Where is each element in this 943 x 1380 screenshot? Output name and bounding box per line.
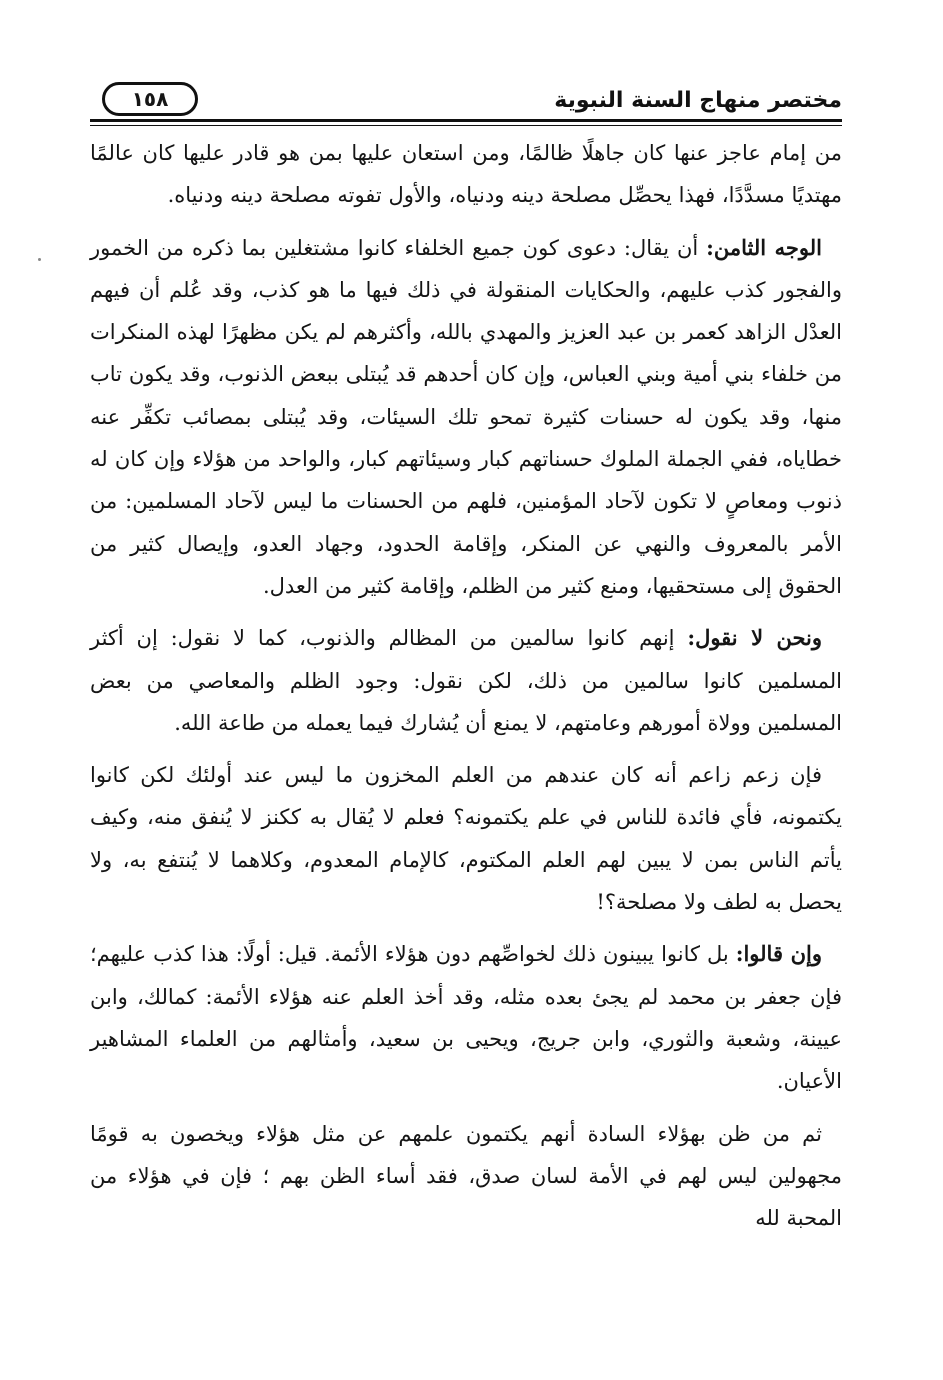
paragraph — [90, 1113, 842, 1240]
book-title: مختصر منهاج السنة النبوية — [554, 88, 842, 113]
page-header — [60, 82, 842, 120]
margin-dot — [38, 258, 41, 261]
paragraph — [90, 617, 842, 744]
paragraph — [90, 754, 842, 923]
paragraph-text: بل كانوا يبينون ذلك لخواصِّهم دون هؤلاء الأئمة. قيل: أولًا: هذا كذب عليهم؛ فإن جعفر بن محمد لم يجئ بعده مثله، وقد أخذ العلم عنه هؤلاء الأئمة: كمالك، وابن عيينة، وشعبة والثوري، وابن جريج، ويحيى بن سعيد، وأمثالهم من العلماء المشاهير الأعيان. — [90, 942, 842, 1094]
paragraph-lead: ونحن لا نقول: — [687, 625, 823, 651]
paragraph-text: من إمام عاجز عنها كان جاهلًا ظالمًا، ومن استعان عليها بمن هو قادر عليها كان عالمًا مهتديًا مسدَّدًا، فهذا يحصِّل مصلحة دينه ودنياه، والأول تفوته مصلحة دينه ودنياه. — [90, 141, 842, 208]
paragraph-text: فإن زعم زاعم أنه كان عندهم من العلم المخزون ما ليس عند أولئك لكن كانوا يكتمونه، فأي فائدة للناس في علم يكتمونه؟ فعلم لا يُقال به ككنز لا يُنفق منه، وكيف يأتم الناس بمن لا يبين لهم العلم المكتوم، كالإمام المعدوم، وكلاهما لا يُنتفع به، ولا يحصل به لطف ولا مصلحة؟! — [90, 763, 842, 915]
paragraph — [90, 227, 842, 608]
paragraph-text: ثم من ظن بهؤلاء السادة أنهم يكتمون علمهم عن مثل هؤلاء ويخصون به قومًا مجهولين ليس لهم في الأمة لسان صدق، فقد أساء الظن بهم ؛ فإن في هؤلاء من المحبة لله — [90, 1121, 842, 1231]
page-number-badge: ١٥٨ — [102, 82, 198, 116]
paragraph — [90, 132, 842, 217]
paragraph-lead: الوجه الثامن: — [706, 234, 822, 260]
paragraph — [90, 933, 842, 1102]
header-divider — [90, 119, 842, 122]
paragraph-text: إنهم كانوا سالمين من المظالم والذنوب، كما لا نقول: إن أكثر المسلمين كانوا سالمين من ذلك، لكن نقول: وجود الظلم والمعاصي من بعض المسلمين وولاة أمورهم وعامتهم، لا يمنع أن يُشارك فيما يعمله من طاعة الله. — [90, 626, 842, 735]
paragraph-text: أن يقال: دعوى كون جميع الخلفاء كانوا مشتغلين بما ذكره من الخمور والفجور كذب عليهم، والحكايات المنقولة في ذلك فيها ما هو كذب، وقد عُلم أن فيهم العدْل الزاهد كعمر بن عبد العزيز والمهدي بالله، وأكثرهم لم يكن مظهرًا لهذه المنكرات من خلفاء بني أمية وبني العباس، وإن كان أحدهم قد يُبتلى ببعض الذنوب، وقد يكون تاب منها، وقد يكون له حسنات كثيرة تمحو تلك السيئات، وقد يُبتلى بمصائب تكفِّر عنه خطاياه، ففي الجملة الملوك حسناتهم كبار وسيئاتهم كبار، والواحد من هؤلاء وإن كان له ذنوب ومعاصٍ لا تكون لآحاد المؤمنين، فلهم من الحسنات ما ليس لآحاد المسلمين: من الأمر بالمعروف والنهي عن المنكر، وإقامة الحدود، وجهاد العدو، وإيصال كثير من الحقوق إلى مستحقيها، ومنع كثير من الظلم، وإقامة كثير من العدل. — [90, 235, 842, 598]
paragraph-lead: وإن قالوا: — [735, 941, 822, 967]
body-text — [90, 132, 842, 1249]
